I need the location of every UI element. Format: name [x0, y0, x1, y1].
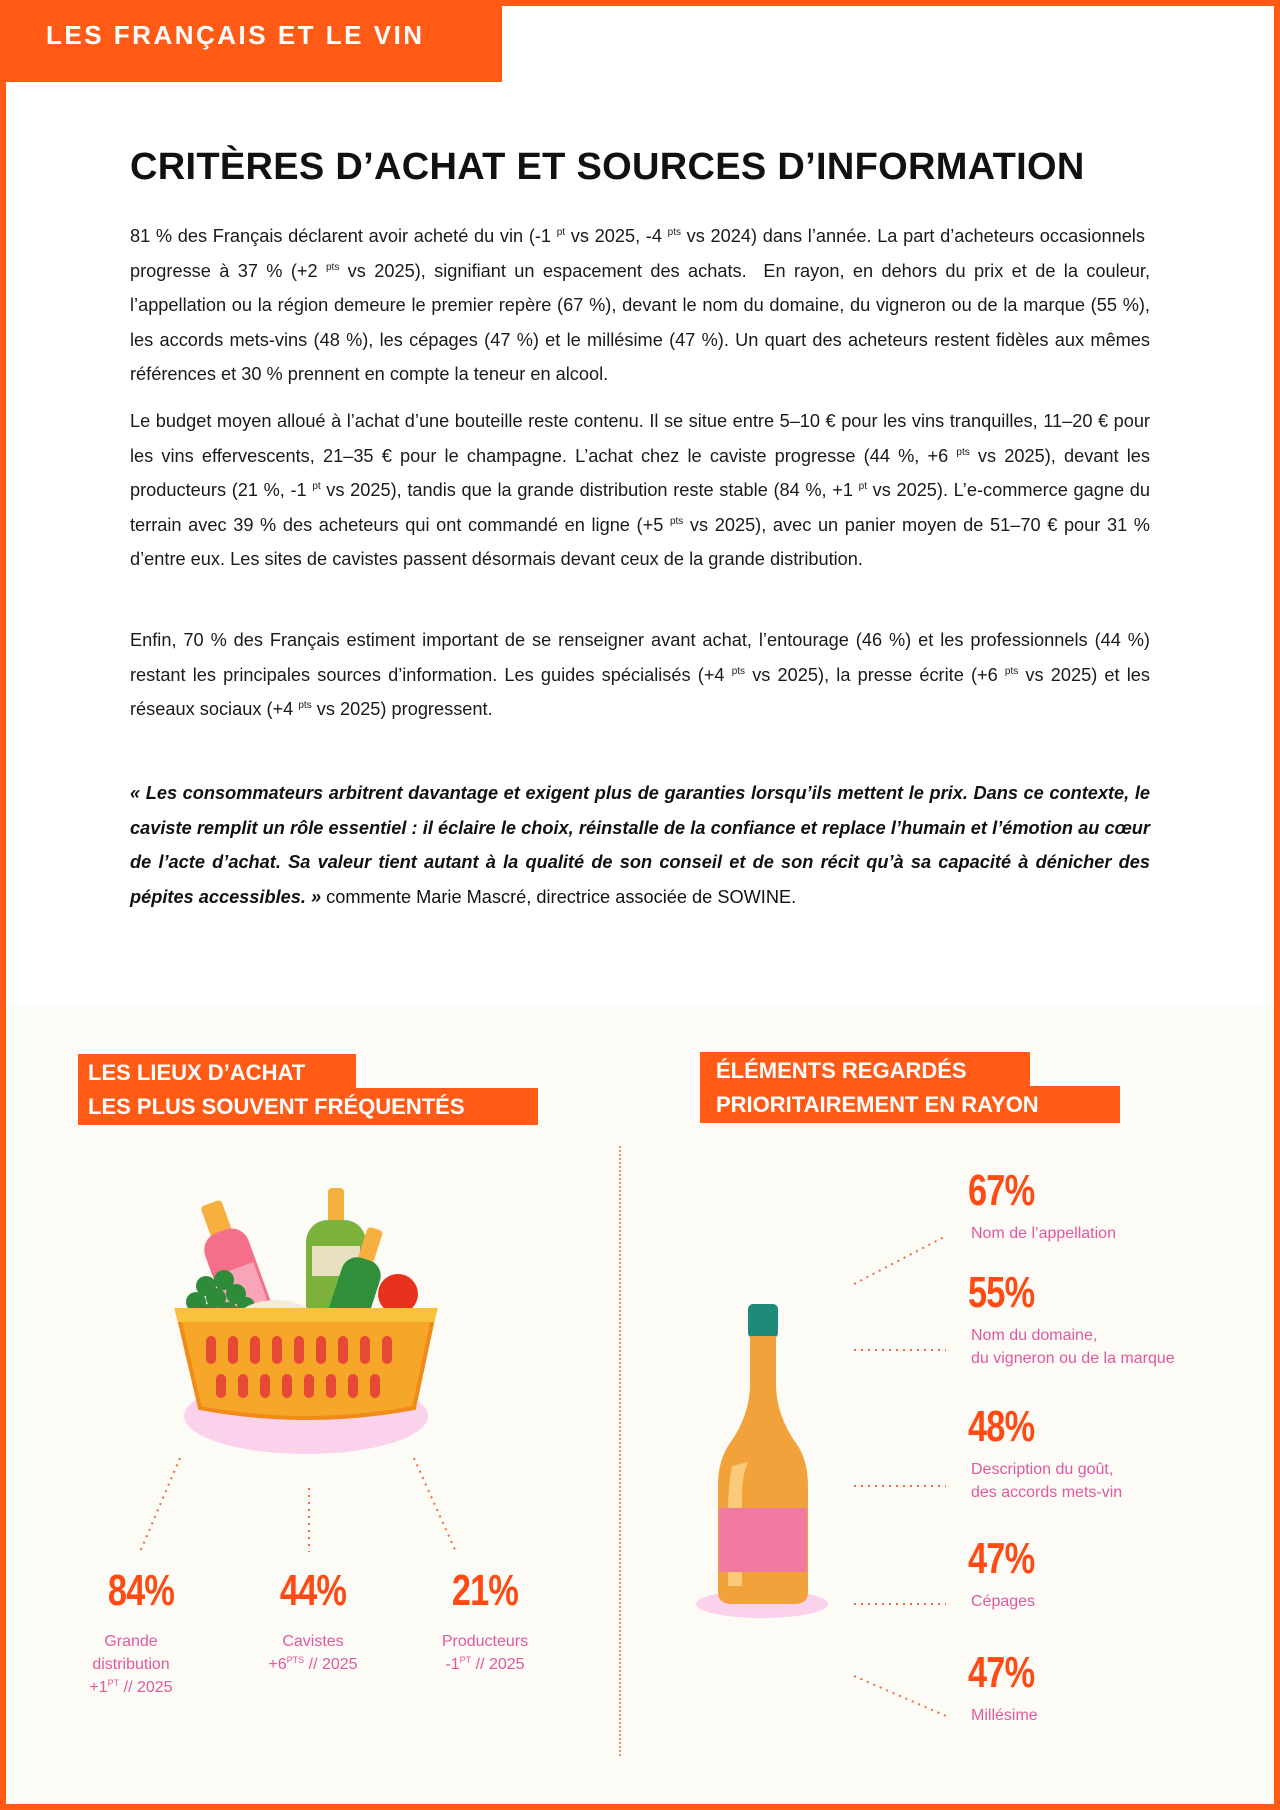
lieux-label-cavistes — [228, 1630, 398, 1676]
quote-attribution: commente Marie Mascré, directrice associée de SOWINE. — [321, 886, 797, 907]
elements-label-gout — [971, 1458, 1122, 1504]
label-line: Cépages — [971, 1593, 1036, 1610]
elements-connectors — [852, 1226, 952, 1726]
label-line: Millésime — [971, 1707, 1038, 1724]
label-line: Cavistes — [282, 1633, 344, 1650]
lieux-pct-grande-distribution: 84% — [107, 1566, 175, 1615]
elements-label-millesime — [971, 1704, 1038, 1727]
label-line: Nom du domaine, — [971, 1327, 1098, 1344]
elements-pct-appellation: 67% — [968, 1166, 1035, 1215]
elements-title-line1: ÉLÉMENTS REGARDÉS — [716, 1058, 967, 1083]
elements-label-domaine — [971, 1324, 1175, 1370]
paragraph-2: Le budget moyen alloué à l’achat d’une bouteille reste contenu. Il se situe entre 5–10 € pour les vins tranquilles, 11–20 € pour les vins effervescents, 21–35 € pour le champagne. L’achat chez le caviste progresse (44 %, +6 $^{pts}$ vs 2025), devant les producteurs (21 %, -1 $^{pt}$ vs 2025), tandis que la grande distribution reste stable (84 %, +1 $^{pt}$ vs 2025). L’e-commerce gagne du terrain avec 39 % des acheteurs qui ont commandé en ligne (+5 $^{pts}$ vs 2025), avec un panier moyen de 51–70 € pour 31 % d’entre eux. Les sites de cavistes passent désormais devant ceux de la grande distribution. — [130, 411, 1150, 569]
label-line: Producteurs — [441, 1633, 529, 1650]
paragraph-3: Enfin, 70 % des Français estiment important de se renseigner avant achat, l’entourage (46 %) et les professionnels (44 %) restant les principales sources d’information. Les guides spécialisés (+4 $^{pts}$ vs 2025), la presse écrite (+6 $^{pts}$ vs 2025) et les réseaux sociaux (+4 $^{pts}$ vs 2025) progressent. — [130, 630, 1151, 719]
quote-block — [130, 776, 1150, 914]
delta-line: $-1^{PT} // 2025$ — [445, 1655, 525, 1673]
paragraph-1: 81 % des Français déclarent avoir acheté du vin (-1 $^{pt}$ vs 2025, -4 $^{pts}$ vs 2024) dans l’année. La part d’acheteurs occasionnels progresse à 37 % (+2 $^{pts}$ vs 2025), signifiant un espacement des achats. En rayon, en dehors du prix et de la couleur, l’appellation ou la région demeure le premier repère (67 %), devant le nom du domaine, du vigneron ou de la marque (55 %), les accords mets-vins (48 %), les cépages (47 %) et le millésime (47 %). Un quart des acheteurs restent fidèles aux mêmes références et 30 % prennent en compte la teneur en alcool. — [130, 226, 1150, 384]
label-line: Grande — [104, 1633, 158, 1650]
page-title: CRITÈRES D’ACHAT ET SOURCES D’INFORMATION — [130, 146, 1085, 188]
lieux-connectors — [126, 1456, 466, 1566]
elements-pct-cepages: 47% — [968, 1534, 1035, 1583]
label-line: des accords mets-vin — [971, 1484, 1123, 1501]
lieux-label-producteurs — [400, 1630, 570, 1676]
lieux-pct-cavistes: 44% — [279, 1566, 347, 1615]
header-tab-label: LES FRANÇAIS ET LE VIN — [46, 20, 425, 50]
page — [6, 6, 1274, 1804]
lieux-label-grande-distribution — [46, 1630, 216, 1699]
elements-pct-domaine: 55% — [968, 1268, 1035, 1317]
elements-pct-millesime: 47% — [968, 1648, 1035, 1697]
label-line: Nom de l’appellation — [971, 1225, 1116, 1242]
wine-basket-illustration — [166, 1176, 446, 1466]
delta-line: $+6^{PTS} // 2025$ — [268, 1655, 358, 1673]
wine-bottle-illustration — [692, 1296, 832, 1626]
lieux-title-line2: LES PLUS SOUVENT FRÉQUENTÉS — [88, 1094, 465, 1119]
elements-label-appellation — [971, 1222, 1116, 1245]
label-line: distribution — [92, 1656, 170, 1673]
quote-text: « Les consommateurs arbitrent davantage et exigent plus de garanties lorsqu’ils mettent le prix. Dans ce contexte, le caviste remplit un rôle essentiel : il éclaire le choix, réinstalle de la confiance et replace l’humain et l’émotion au cœur de l’acte d’achat. Sa valeur tient autant à la qualité de son conseil et de son récit qu’à sa capacité à dénicher des pépites accessibles. » — [130, 783, 1150, 907]
elements-pct-gout: 48% — [968, 1402, 1035, 1451]
delta-line: $+1^{PT} // 2025$ — [89, 1678, 173, 1696]
section-divider — [619, 1146, 621, 1756]
header-tab — [6, 6, 502, 82]
lieux-pct-producteurs: 21% — [451, 1566, 519, 1615]
label-line: Description du goût, — [971, 1461, 1114, 1478]
label-line: du vigneron ou de la marque — [971, 1350, 1175, 1367]
elements-label-cepages — [971, 1590, 1035, 1613]
elements-title-line2: PRIORITAIREMENT EN RAYON — [716, 1092, 1039, 1117]
lieux-title-line1: LES LIEUX D’ACHAT — [88, 1060, 306, 1085]
